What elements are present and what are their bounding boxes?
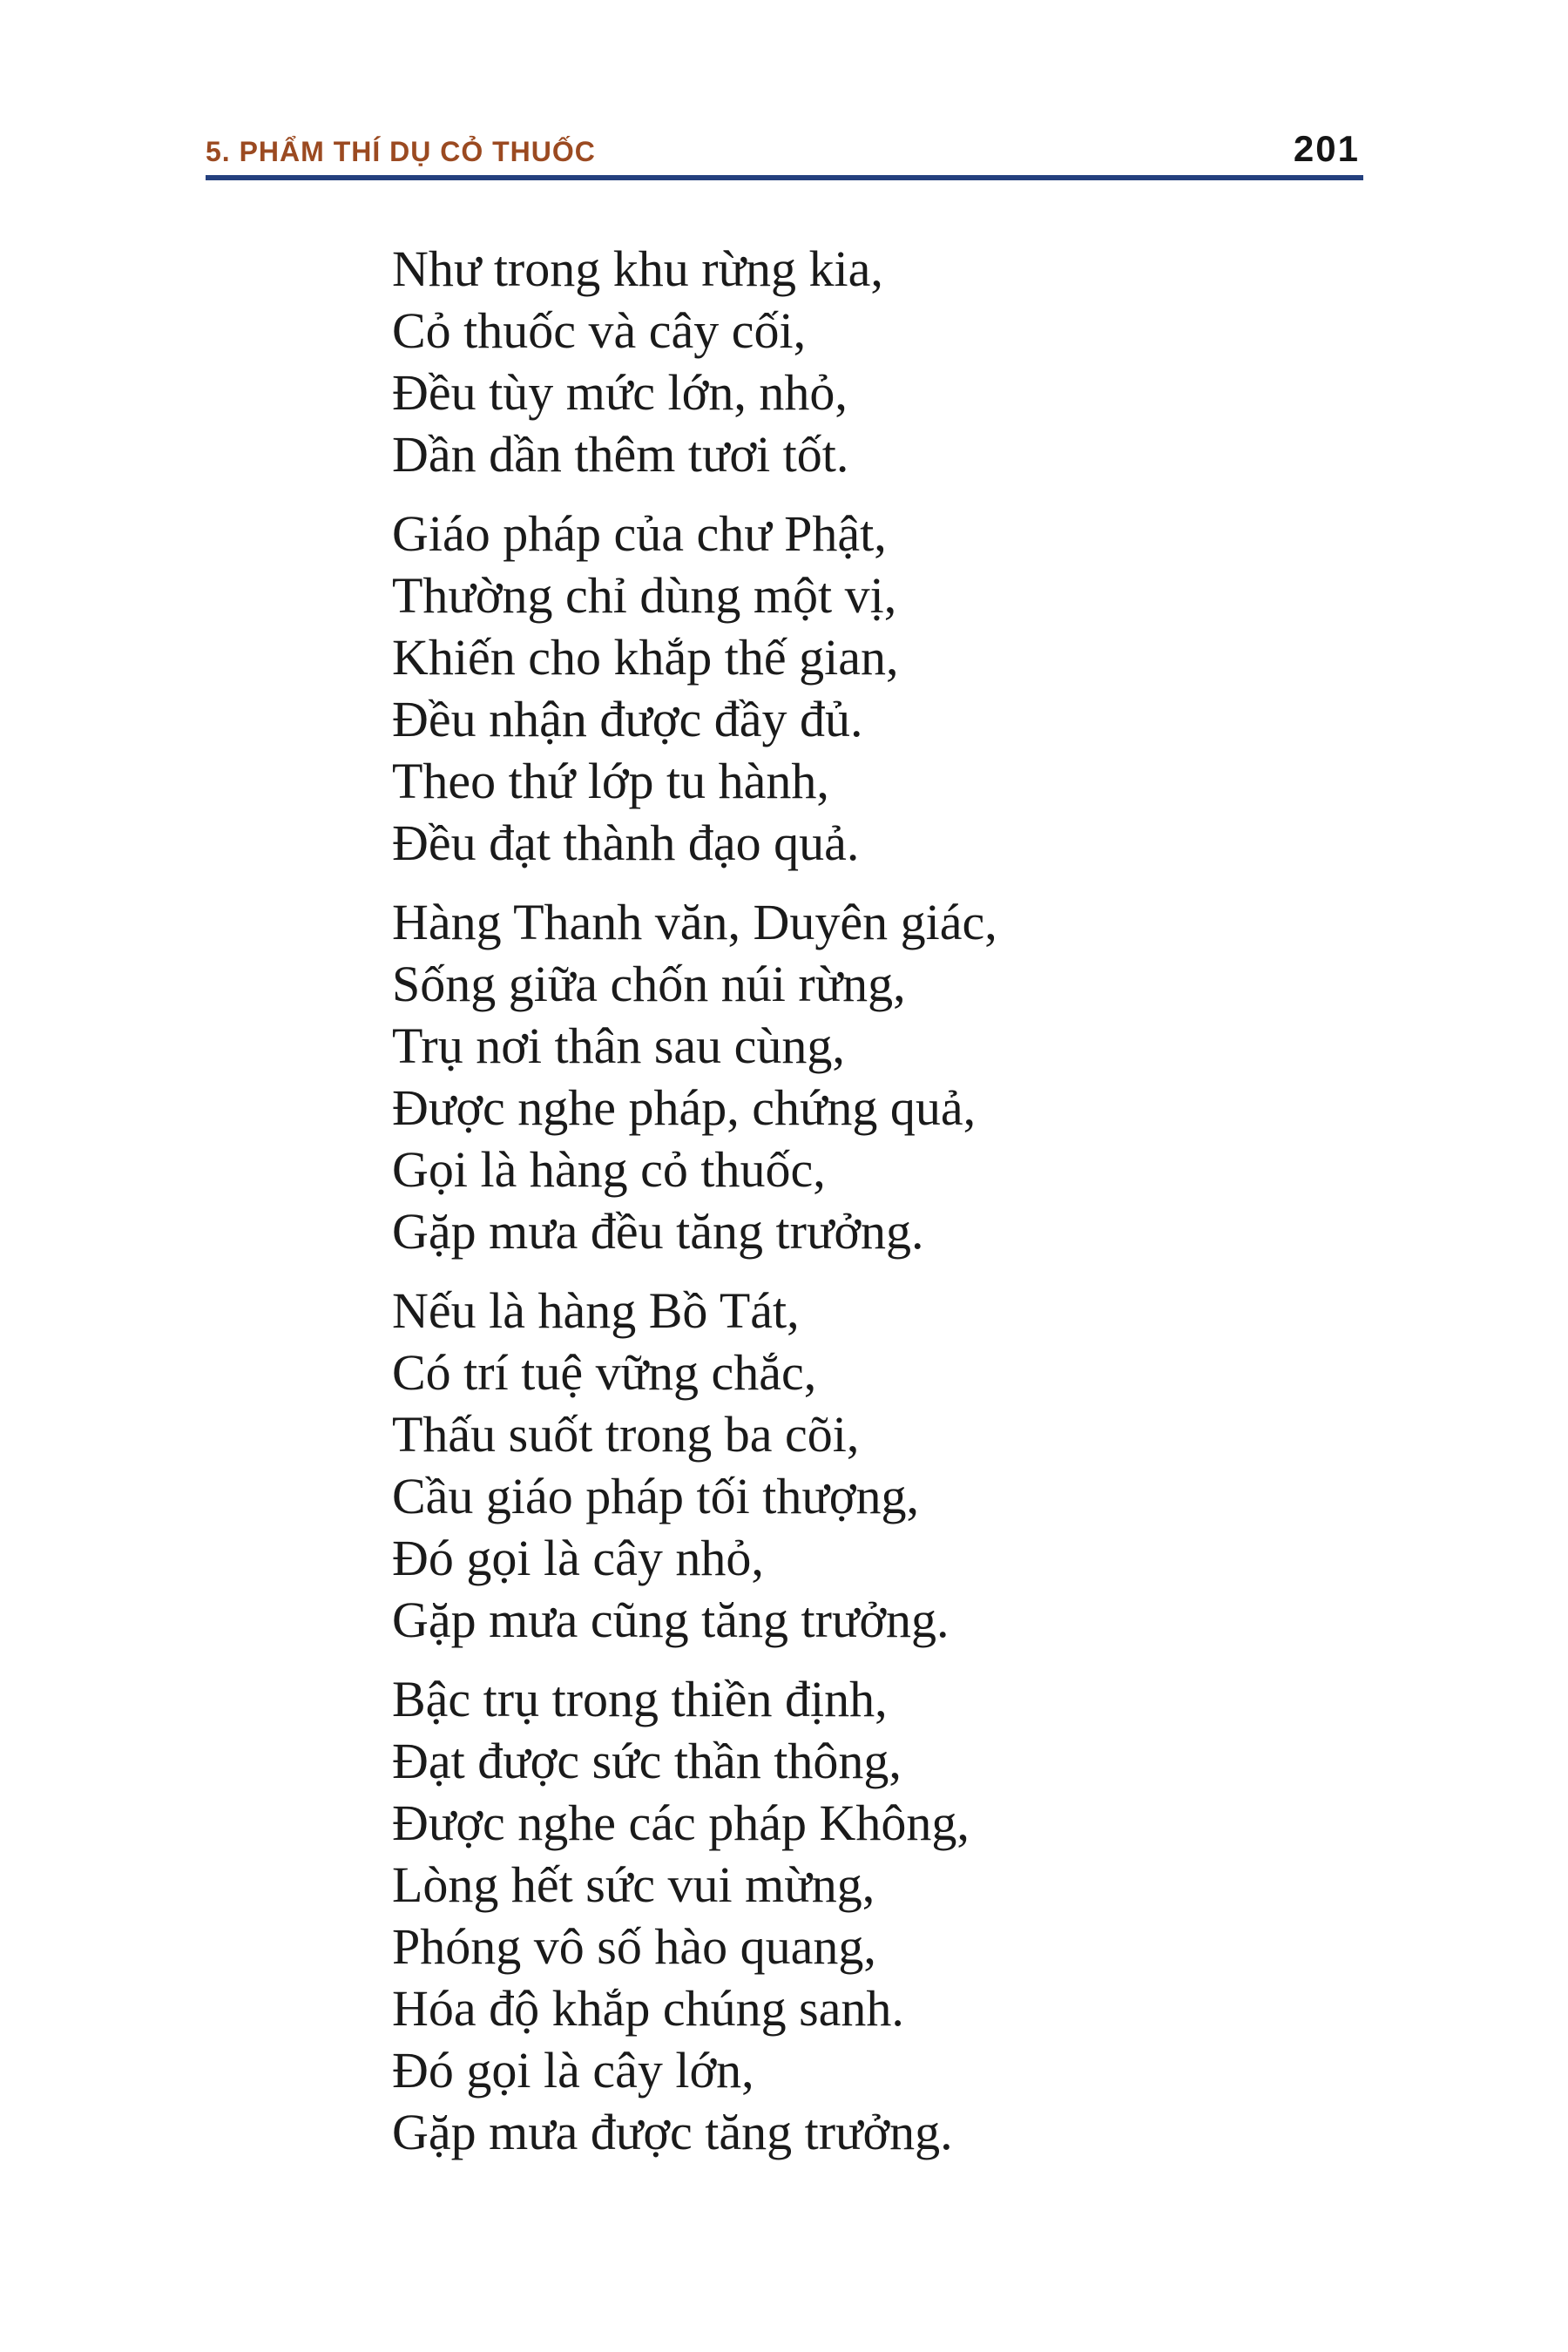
verse-line: Hóa độ khắp chúng sanh. <box>392 1980 904 2037</box>
verse-line: Phóng vô số hào quang, <box>392 1918 876 1975</box>
header-rule-divider <box>206 175 1363 180</box>
stanza-3 <box>392 891 1363 1262</box>
verse-line: Đều đạt thành đạo quả. <box>392 814 860 871</box>
stanza-5 <box>392 1668 1363 2163</box>
verse-line: Hàng Thanh văn, Duyên giác, <box>392 894 997 950</box>
verse-line: Có trí tuệ vững chắc, <box>392 1344 817 1401</box>
verse-line: Đều tùy mức lớn, nhỏ, <box>392 364 848 421</box>
page-header <box>206 128 1363 169</box>
verse-line: Theo thứ lớp tu hành, <box>392 753 829 809</box>
page-number: 201 <box>1293 128 1360 169</box>
verse-line: Gặp mưa được tăng trưởng. <box>392 2104 953 2160</box>
verse-line: Cỏ thuốc và cây cối, <box>392 302 807 359</box>
verse-line: Thấu suốt trong ba cõi, <box>392 1406 860 1463</box>
verse-line: Được nghe các pháp Không, <box>392 1794 970 1851</box>
verse-line: Đó gọi là cây lớn, <box>392 2042 754 2099</box>
verse-line: Dần dần thêm tươi tốt. <box>392 426 849 483</box>
verse-line: Gọi là hàng cỏ thuốc, <box>392 1141 826 1198</box>
verse-line: Như trong khu rừng kia, <box>392 240 883 297</box>
verse-line: Gặp mưa đều tăng trưởng. <box>392 1203 924 1260</box>
stanza-4 <box>392 1280 1363 1651</box>
verse-line: Nếu là hàng Bồ Tát, <box>392 1282 800 1339</box>
verse-line: Đó gọi là cây nhỏ, <box>392 1530 764 1586</box>
verse-line: Sống giữa chốn núi rừng, <box>392 956 906 1012</box>
page-content <box>206 128 1363 2163</box>
verse-line: Trụ nơi thân sau cùng, <box>392 1017 845 1074</box>
verse-body <box>392 238 1363 2163</box>
verse-line: Khiến cho khắp thế gian, <box>392 629 899 686</box>
verse-line: Cầu giáo pháp tối thượng, <box>392 1468 919 1524</box>
verse-line: Thường chỉ dùng một vị, <box>392 567 897 624</box>
verse-line: Giáo pháp của chư Phật, <box>392 505 887 562</box>
verse-line: Bậc trụ trong thiền định, <box>392 1671 888 1727</box>
running-head-chapter-title: 5. PHẨM THÍ DỤ CỎ THUỐC <box>206 136 596 167</box>
stanza-2 <box>392 503 1363 874</box>
verse-line: Được nghe pháp, chứng quả, <box>392 1079 977 1136</box>
verse-line: Đều nhận được đầy đủ. <box>392 691 863 747</box>
verse-line: Lòng hết sức vui mừng, <box>392 1856 875 1913</box>
verse-line: Đạt được sức thần thông, <box>392 1733 902 1789</box>
verse-line: Gặp mưa cũng tăng trưởng. <box>392 1592 950 1648</box>
stanza-1 <box>392 238 1363 485</box>
